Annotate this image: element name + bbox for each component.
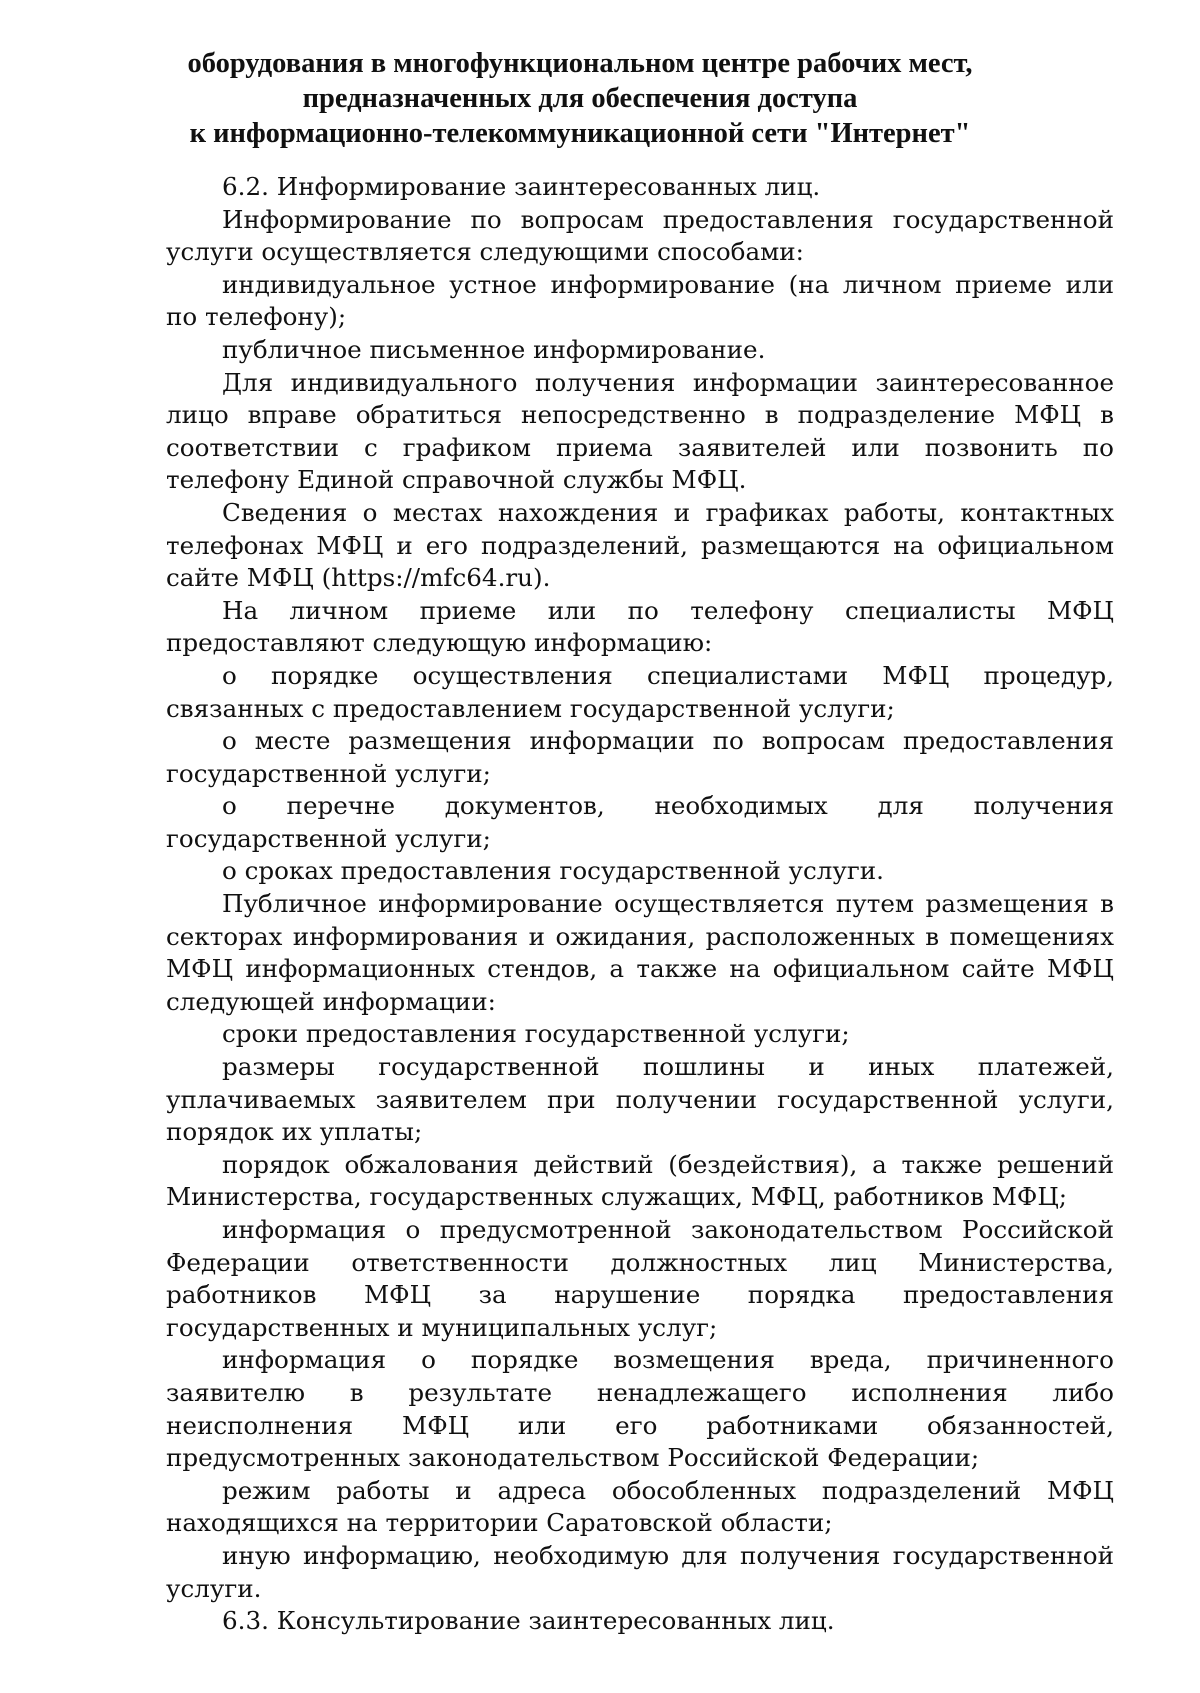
paragraph: На личном приеме или по телефону специалисты МФЦ предоставляют следующую информацию: xyxy=(166,595,1114,658)
paragraph-section-6-3-title: 6.3. Консультирование заинтересованных лиц. xyxy=(222,1606,835,1636)
heading-line: к информационно-телекоммуникационной сети "Интернет" xyxy=(189,118,971,149)
heading-line: предназначенных для обеспечения доступа xyxy=(302,83,858,114)
paragraph: информация о предусмотренной законодательством Российской Федерации ответственности должностных лиц Министерства, работников МФЦ за нарушение порядка предоставления государственных и муниципальных услуг; xyxy=(166,1215,1114,1342)
paragraph: о порядке осуществления специалистами МФЦ процедур, связанных с предоставлением государственной услуги; xyxy=(166,660,1114,723)
heading-line: оборудования в многофункциональном центре рабочих мест, xyxy=(187,48,973,79)
paragraph: индивидуальное устное информирование (на личном приеме или по телефону); xyxy=(166,269,1114,332)
paragraph: публичное письменное информирование. xyxy=(222,334,766,364)
paragraph: Сведения о местах нахождения и графиках работы, контактных телефонах МФЦ и его подразделений, размещаются на официальном сайте МФЦ (https://mfc64.ru). xyxy=(166,497,1114,593)
paragraph: режим работы и адреса обособленных подразделений МФЦ находящихся на территории Саратовской области; xyxy=(166,1475,1114,1538)
paragraph-section-6-2-title: 6.2. Информирование заинтересованных лиц. xyxy=(222,172,821,201)
paragraph: информация о порядке возмещения вреда, причиненного заявителю в результате ненадлежащего исполнения либо неисполнения МФЦ или его работниками обязанностей, предусмотренных законодательством Российской Федерации; xyxy=(166,1345,1114,1473)
paragraph: иную информацию, необходимую для получения государственной услуги. xyxy=(166,1540,1114,1603)
paragraph: Для индивидуального получения информации заинтересованное лицо вправе обратиться непосредственно в подразделение МФЦ в соответствии с графиком приема заявителей или позвонить по телефону Единой справочной службы МФЦ. xyxy=(166,367,1114,495)
paragraph: Информирование по вопросам предоставления государственной услуги осуществляется следующими способами: xyxy=(166,204,1114,267)
paragraph: Публичное информирование осуществляется путем размещения в секторах информирования и ожидания, расположенных в помещениях МФЦ информационных стендов, а также на официальном сайте МФЦ следующей информации: xyxy=(166,889,1114,1016)
document-body xyxy=(166,171,1114,1638)
paragraph: сроки предоставления государственной услуги; xyxy=(222,1019,850,1049)
paragraph: о перечне документов, необходимых для получения государственной услуги; xyxy=(166,791,1114,853)
paragraph: о месте размещения информации по вопросам предоставления государственной услуги; xyxy=(166,726,1114,788)
paragraph: размеры государственной пошлины и иных платежей, уплачиваемых заявителем при получении государственной услуги, порядок их уплаты; xyxy=(166,1052,1114,1147)
paragraph: порядок обжалования действий (бездействия), а также решений Министерства, государственных служащих, МФЦ, работников МФЦ; xyxy=(166,1149,1114,1212)
section-heading xyxy=(130,46,1030,151)
paragraph: о сроках предоставления государственной услуги. xyxy=(222,856,884,886)
